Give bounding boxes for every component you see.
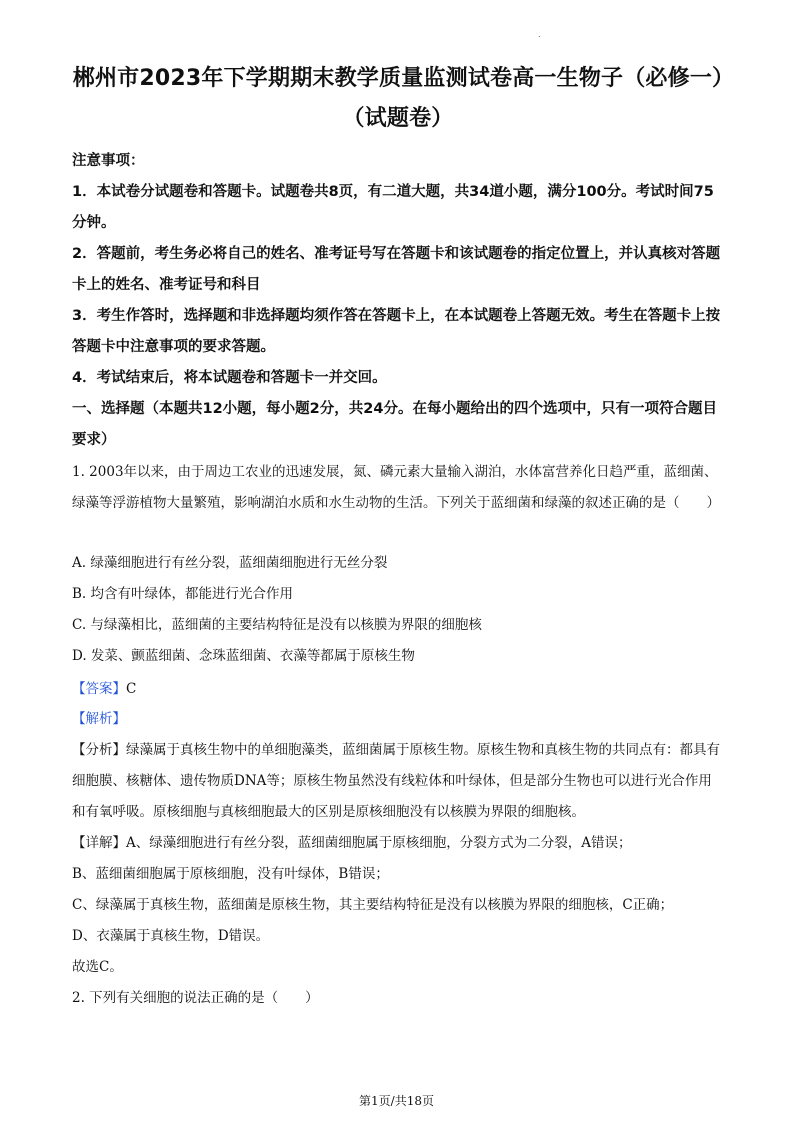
page-number-footer: 第1页/共18页 — [359, 1094, 434, 1108]
answer-value: C — [126, 681, 137, 697]
question-1-option-c: C. 与绿藻相比，蓝细菌的主要结构特征是没有以核膜为界限的细胞核 — [72, 617, 482, 633]
detail-text-1: A、绿藻细胞进行有丝分裂，蓝细菌细胞属于原核细胞，分裂方式为二分裂，A错误； — [126, 835, 632, 851]
notice-heading: 注意事项： — [72, 153, 145, 169]
detail-line-2: B、蓝细菌细胞属于原核细胞，没有叶绿体，B错误； — [72, 866, 389, 882]
detail-line-4: D、衣藻属于真核生物，D错误。 — [72, 928, 270, 944]
detail-line-1 — [72, 828, 724, 859]
header-dot: . — [538, 30, 541, 39]
fenxi-paragraph — [72, 735, 724, 828]
notice-item-3: 3．考生作答时，选择题和非选择题均须作答在答题卡上，在本试题卷上答题无效。考生在答题卡上按答题卡中注意事项的要求答题。 — [72, 308, 721, 355]
question-1-option-a: A. 绿藻细胞进行有丝分裂，蓝细菌细胞进行无丝分裂 — [72, 555, 388, 571]
analysis-tag: 【解析】 — [72, 711, 126, 727]
notice-item-2: 2．答题前，考生务必将自己的姓名、准考证号写在答题卡和该试题卷的指定位置上，并认真核对答题卡上的姓名、准考证号和科目 — [72, 246, 721, 293]
question-2-stem: 2. 下列有关细胞的说法正确的是（ ） — [72, 990, 319, 1006]
question-1-option-b: B. 均含有叶绿体，都能进行光合作用 — [72, 586, 294, 602]
detail-conclusion: 故选C。 — [72, 959, 123, 975]
answer-tag: 【答案】 — [72, 681, 126, 697]
analysis-row — [72, 704, 724, 735]
question-1-stem: 1. 2003年以来，由于周边工农业的迅速发展，氮、磷元素大量输入湖泊，水体富营养化日趋严重，蓝细菌、绿藻等浮游植物大量繁殖，影响湖泊水质和水生动物的生活。下列关于蓝细菌和绿藻的叙述正确的是（ ） — [72, 464, 720, 511]
detail-tag: 【详解】 — [72, 835, 126, 851]
question-1-option-d: D. 发菜、颤蓝细菌、念珠蓝细菌、衣藻等都属于原核生物 — [72, 648, 415, 664]
answer-row — [72, 674, 724, 705]
notice-item-1: 1．本试卷分试题卷和答题卡。试题卷共8页，有二道大题，共34道小题，满分100分。考试时间75分钟。 — [72, 184, 714, 231]
document-title: 郴州市2023年下学期期末教学质量监测试卷高一生物子（必修一）（试题卷） — [72, 66, 724, 131]
detail-line-3: C、绿藻属于真核生物，蓝细菌是原核生物，其主要结构特征是没有以核膜为界限的细胞核，C正确； — [72, 897, 674, 913]
section-one-heading: 一、选择题（本题共12小题，每小题2分，共24分。在每小题给出的四个选项中，只有一项符合题目要求） — [72, 401, 717, 448]
fenxi-tag: 【分析】 — [72, 742, 126, 758]
fenxi-text: 绿藻属于真核生物中的单细胞藻类，蓝细菌属于原核生物。原核生物和真核生物的共同点有：都具有细胞膜、核糖体、遗传物质DNA等；原核生物虽然没有线粒体和叶绿体，但是部分生物也可以进行光合作用和有氧呼吸。原核细胞与真核细胞最大的区别是原核细胞没有以核膜为界限的细胞核。 — [72, 742, 720, 820]
notice-item-4: 4．考试结束后，将本试题卷和答题卡一并交回。 — [72, 370, 387, 386]
